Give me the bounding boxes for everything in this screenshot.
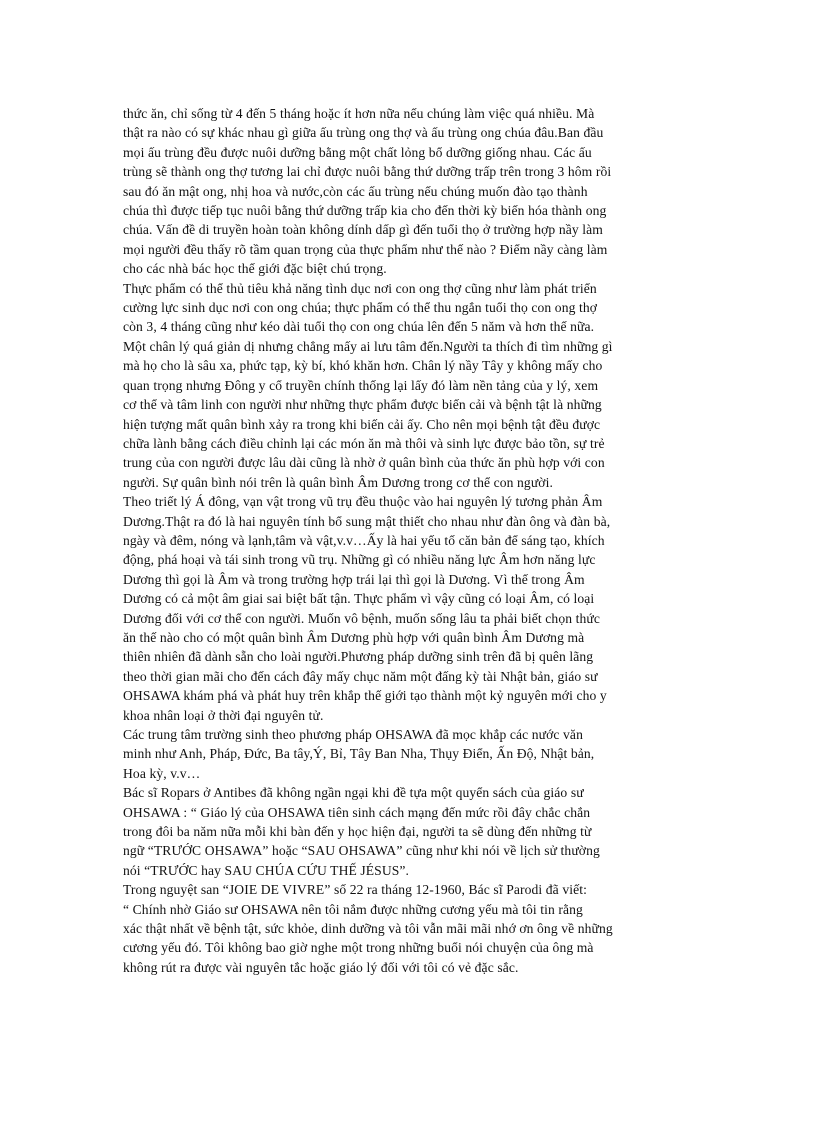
text-line: mọi người đều thấy rõ tầm quan trọng của thực phẩm như thế nào ? Điểm nầy càng làm: [123, 241, 608, 257]
paragraph: [123, 880, 695, 977]
text-line: thức ăn, chỉ sống từ 4 đến 5 tháng hoặc ít hơn nữa nếu chúng làm việc quá nhiều. Mà: [123, 106, 595, 121]
paragraph: [123, 725, 695, 783]
text-line: thiên nhiên đã dành sẵn cho loài người.Phương pháp dưỡng sinh trên đã bị quên lãng: [123, 649, 594, 665]
paragraph: [123, 492, 695, 725]
text-line: trùng sẽ thành ong thợ tương lai chỉ được nuôi bằng thứ dưỡng trấp trên trong 3 hôm rồi: [123, 164, 612, 180]
text-line: theo thời gian mãi cho đến cách đây mấy chục năm một đấng kỳ tài Nhật bản, giáo sư: [123, 668, 598, 684]
text-line: ngày và đêm, nóng và lạnh,tâm và vật,v.v…Ấy là hai yếu tố căn bản để sáng tạo, khích: [123, 532, 605, 548]
text-line: Dương có cả một âm giai sai biệt bất tận. Thực phẩm vì vậy cũng có loại Âm, có loại: [123, 591, 595, 607]
text-line: “ Chính nhờ Giáo sư OHSAWA nên tôi nắm được những cương yếu mà tôi tin rằng: [123, 901, 583, 917]
text-line: Dương thì gọi là Âm và trong trường hợp trái lại thì gọi là Dương. Vì thế trong Âm: [123, 571, 585, 587]
text-line: không rút ra được vài nguyên tắc hoặc giáo lý đối với tôi có vẻ đặc sắc.: [123, 959, 519, 975]
text-line: cường lực sinh dục nơi con ong chúa; thực phẩm có thể thu ngắn tuổi thọ con ong thợ: [123, 300, 598, 316]
text-line: Hoa kỳ, v.v…: [123, 765, 201, 781]
text-line: thật ra nào có sự khác nhau gì giữa ấu trùng ong thợ và ấu trùng ong chúa đâu.Ban đầu: [123, 125, 604, 141]
text-line: người. Sự quân bình nói trên là quân bình Âm Dương trong cơ thể con người.: [123, 474, 553, 490]
text-line: Theo triết lý Á đông, vạn vật trong vũ trụ đều thuộc vào hai nguyên lý tương phản Âm: [123, 494, 603, 510]
text-line: OHSAWA : “ Giáo lý của OHSAWA tiên sinh cách mạng đến mức rồi đây chắc chắn: [123, 804, 591, 820]
text-line: xác thật nhất về bệnh tật, sức khỏe, dinh dưỡng và tôi vẫn mãi mãi nhớ ơn ông về những: [123, 921, 613, 937]
text-line: cho các nhà bác học thế giới đặc biệt chú trọng.: [123, 261, 387, 277]
text-line: quan trọng nhưng Đông y cổ truyền chính thống lại lấy đó làm nền tảng của y lý, xem: [123, 377, 599, 393]
paragraph: [123, 279, 695, 492]
text-line: trong đôi ba năm nữa mỗi khi bàn đến y học hiện đại, người ta sẽ dùng đến những từ: [123, 824, 592, 840]
text-line: chúa. Vấn đề di truyền hoàn toàn không dính dấp gì đến tuổi thọ ở trường hợp nầy làm: [123, 222, 603, 238]
text-line: Các trung tâm trường sinh theo phương pháp OHSAWA đã mọc khắp các nước văn: [123, 727, 583, 742]
text-line: khoa nhân loại ở thời đại nguyên tử.: [123, 707, 324, 723]
text-line: còn 3, 4 tháng cũng như kéo dài tuổi thọ con ong chúa lên đến 5 năm và hơn thế nữa.: [123, 319, 595, 335]
paragraph: [123, 783, 695, 880]
text-line: Dương đối với cơ thể con người. Muốn vô bệnh, muốn sống lâu ta phải biết chọn thức: [123, 610, 600, 626]
text-line: mọi ấu trùng đều được nuôi dưỡng bằng một chất lỏng bổ dưỡng giống nhau. Các ấu: [123, 144, 592, 160]
paragraph: [123, 104, 695, 279]
text-line: Dương.Thật ra đó là hai nguyên tính bổ sung mật thiết cho nhau như đàn ông và đàn bà,: [123, 513, 611, 529]
document-page: [123, 104, 695, 977]
text-line: trung của con người được lâu dài cũng là nhờ ở quân bình của thức ăn phù hợp với con: [123, 455, 605, 471]
text-line: ngữ “TRƯỚC OHSAWA” hoặc “SAU OHSAWA” cũng như khi nói về lịch sử thường: [123, 843, 600, 859]
text-line: ăn thế nào cho có một quân bình Âm Dương phù hợp với quân bình Âm Dương mà: [123, 629, 585, 645]
text-line: cơ thể và tâm linh con người như những thực phẩm được biến cải và bệnh tật là những: [123, 397, 602, 413]
text-line: chúa thì được tiếp tục nuôi bằng thứ dưỡng trấp kia cho đến thời kỳ biến hóa thành ong: [123, 203, 607, 219]
text-line: nói “TRƯỚC hay SAU CHÚA CỨU THẾ JÉSUS”.: [123, 862, 410, 878]
text-line: cương yếu đó. Tôi không bao giờ nghe một trong những buổi nói chuyện của ông mà: [123, 940, 594, 956]
text-line: Bác sĩ Ropars ở Antibes đã không ngần ngại khi đề tựa một quyển sách của giáo sư: [123, 785, 584, 801]
text-line: Thực phẩm có thể thủ tiêu khả năng tình dục nơi con ong thợ cũng như làm phát triển: [123, 280, 597, 296]
text-line: động, phá hoại và tái sinh trong vũ trụ. Những gì có nhiều năng lực Âm hơn năng lực: [123, 552, 596, 568]
text-line: Trong nguyệt san “JOIE DE VIVRE” số 22 ra tháng 12-1960, Bác sĩ Parodi đã viết:: [123, 882, 587, 898]
text-line: mà họ cho là sâu xa, phức tạp, kỳ bí, khó khăn hơn. Chân lý nầy Tây y không mấy cho: [123, 358, 603, 374]
text-line: minh như Anh, Pháp, Đức, Ba tây,Ý, Bỉ, Tây Ban Nha, Thụy Điển, Ấn Độ, Nhật bản,: [123, 746, 595, 762]
text-line: sau đó ăn mật ong, nhị hoa và nước,còn các ấu trùng nếu chúng muốn đào tạo thành: [123, 183, 588, 199]
text-line: Một chân lý quá giản dị nhưng chẳng mấy ai lưu tâm đến.Người ta thích đi tìm những gì: [123, 338, 613, 354]
text-line: OHSAWA khám phá và phát huy trên khắp thế giới tạo thành một kỷ nguyên mới cho y: [123, 688, 607, 704]
text-line: hiện tượng mất quân bình xảy ra trong khi biến cải ấy. Cho nên mọi bệnh tật đều được: [123, 416, 601, 432]
text-line: chữa lành bằng cách điều chỉnh lại các món ăn mà thôi và sinh lực được bảo tồn, sự trẻ: [123, 435, 605, 451]
